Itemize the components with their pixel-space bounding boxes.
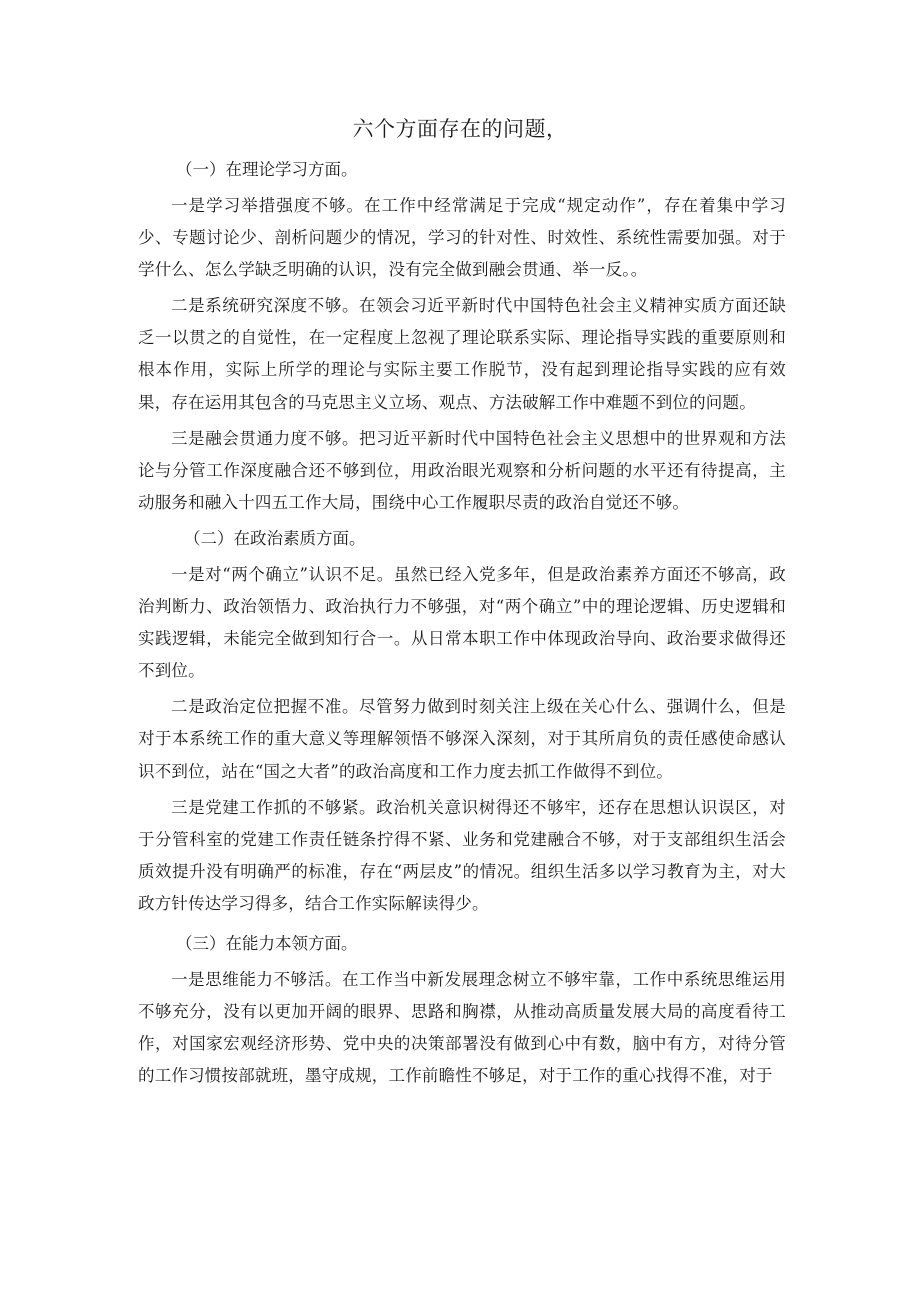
- paragraph: 二是政治定位把握不准。尽管努力做到时刻关注上级在关心什么、强调什么，但是对于本系统工作的重大意义等理解领悟不够深入深刻，对于其所肩负的责任感使命感认识不到位，站在“国之大者”的政治高度和工作力度去抓工作做得不到位。: [138, 697, 786, 781]
- paragraph: 一是学习举措强度不够。在工作中经常满足于完成“规定动作”，存在着集中学习少、专题讨论少、剖析问题少的情况，学习的针对性、时效性、系统性需要加强。对于学什么、怎么学缺乏明确的认识，没有完全做到融会贯通、举一反。。: [138, 196, 786, 280]
- section-heading-ability: （三）在能力本领方面。: [176, 933, 358, 953]
- paragraph: 二是系统研究深度不够。在领会习近平新时代中国特色社会主义精神实质方面还缺乏一以贯之的自觉性，在一定程度上忽视了理论联系实际、理论指导实践的重要原则和根本作用，实际上所学的理论与实际主要工作脱节，没有起到理论指导实践的应有效果，存在运用其包含的马克思主义立场、观点、方法破解工作中难题不到位的问题。: [138, 296, 786, 412]
- paragraph: 三是融会贯通力度不够。把习近平新时代中国特色社会主义思想中的世界观和方法论与分管工作深度融合还不够到位，用政治眼光观察和分析问题的水平还有待提高，主动服务和融入十四五工作大局，围绕中心工作履职尽责的政治自觉还不够。: [138, 428, 786, 512]
- section-heading-politics: （二）在政治素质方面。: [184, 528, 366, 548]
- paragraph: 三是党建工作抓的不够紧。政治机关意识树得还不够牢，还存在思想认识误区，对于分管科室的党建工作责任链条拧得不紧、业务和党建融合不够，对于支部组织生活会质效提升没有明确严的标准，存在“两层皮”的情况。组织生活多以学习教育为主，对大政方针传达学习得多，结合工作实际解读得少。: [138, 797, 786, 913]
- paragraph: 一是对“两个确立”认识不足。虽然已经入党多年，但是政治素养方面还不够高，政治判断力、政治领悟力、政治执行力不够强，对“两个确立”中的理论逻辑、历史逻辑和实践逻辑，未能完全做到知行合一。从日常本职工作中体现政治导向、政治要求做得还不到位。: [138, 564, 786, 681]
- section-heading-theory: （一）在理论学习方面。: [176, 160, 358, 179]
- document-title: 六个方面存在的问题，: [352, 117, 568, 141]
- paragraph: 一是思维能力不够活。在工作当中新发展理念树立不够牢靠，工作中系统思维运用不够充分，没有以更加开阔的眼界、思路和胸襟，从推动高质量发展大局的高度看待工作，对国家宏观经济形势、党中央的决策部署没有做到心中有数，脑中有方，对待分管的工作习惯按部就班，墨守成规，工作前瞻性不够足，对于工作的重心找得不准，对于: [138, 969, 786, 1086]
- document-body: [138, 154, 786, 1092]
